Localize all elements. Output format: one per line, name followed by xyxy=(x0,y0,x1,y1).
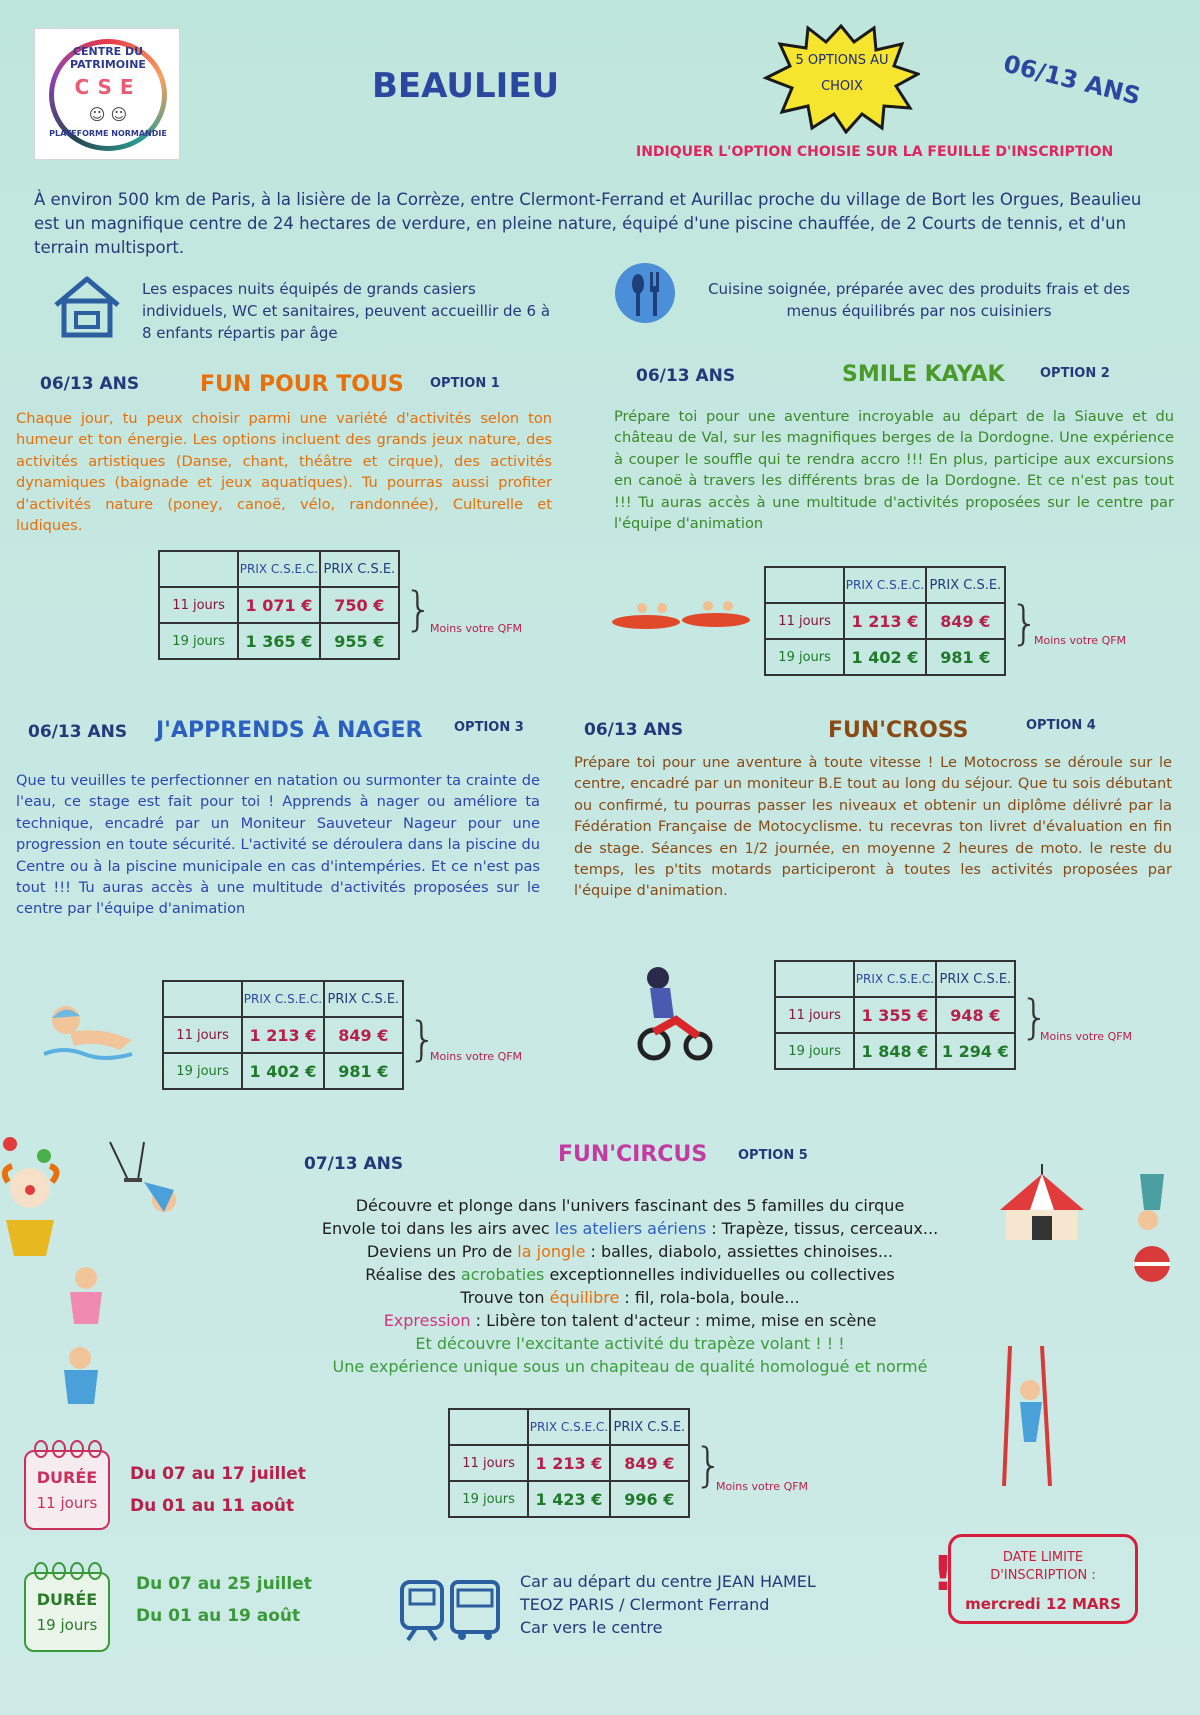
logo-bottom-text: PLATEFORME NORMANDIE xyxy=(49,129,167,138)
brace-icon: } xyxy=(694,1438,724,1492)
price-value: 1 294 € xyxy=(936,1033,1015,1069)
price-value: 981 € xyxy=(324,1053,403,1089)
exclamation-icon: ! xyxy=(932,1546,954,1602)
trapeze-girl-icon xyxy=(104,1140,194,1224)
motocross-icon xyxy=(636,966,716,1062)
brace-icon: } xyxy=(404,582,434,636)
duration-19-calendar-icon xyxy=(24,1572,110,1652)
cutlery-icon xyxy=(614,262,676,324)
options-badge: 5 OPTIONS AU CHOIX xyxy=(795,53,889,94)
circus-line-2: Envole toi dans les airs avec les ateliers aériens : Trapèze, tissus, cerceaux... xyxy=(321,1219,939,1238)
brace-icon: } xyxy=(1010,596,1040,650)
csec-header: PRIX C.S.E.C. xyxy=(854,961,935,997)
duration-11-calendar-icon xyxy=(24,1450,110,1530)
cse-header: PRIX C.S.E. xyxy=(610,1409,689,1445)
option5-label: OPTION 5 xyxy=(738,1148,808,1163)
lodging-text: Les espaces nuits équipés de grands casiers individuels, WC et sanitaires, peuvent accueillir de 6 à 8 enfants répartis par âge xyxy=(142,280,551,342)
house-icon xyxy=(52,275,122,339)
swimmer-icon xyxy=(40,996,136,1066)
instruction-text: INDIQUER L'OPTION CHOISIE SUR LA FEUILLE D'INSCRIPTION xyxy=(636,144,1114,160)
option3-label: OPTION 3 xyxy=(454,720,524,735)
aerial-silk-icon xyxy=(990,1346,1070,1486)
option1-label: OPTION 1 xyxy=(430,376,500,391)
dates-19-august: Du 01 au 19 août xyxy=(136,1606,301,1626)
kayak-icon xyxy=(612,596,752,636)
price-value: 1 213 € xyxy=(528,1445,609,1481)
option2-price-table xyxy=(764,566,1006,676)
row-19-jours: 19 jours xyxy=(449,1481,528,1517)
qfm-note: Moins votre QFM xyxy=(1040,1030,1133,1043)
acrobats-icon xyxy=(40,1264,128,1414)
row-11-jours: 11 jours xyxy=(449,1445,528,1481)
cse-header: PRIX C.S.E. xyxy=(926,567,1005,603)
qfm-note: Moins votre QFM xyxy=(716,1480,809,1493)
brace-icon: } xyxy=(408,1012,438,1066)
option5-title: FUN'CIRCUS xyxy=(558,1142,708,1167)
csec-header: PRIX C.S.E.C. xyxy=(528,1409,609,1445)
row-19-jours: 19 jours xyxy=(159,623,238,659)
price-value: 1 213 € xyxy=(844,603,925,639)
circus-line-6: Expression : Libère ton talent d'acteur : mime, mise en scène xyxy=(383,1311,877,1330)
dates-11-august: Du 01 au 11 août xyxy=(130,1496,295,1516)
option2-title: SMILE KAYAK xyxy=(842,362,1005,387)
price-value: 996 € xyxy=(610,1481,689,1517)
qfm-note: Moins votre QFM xyxy=(430,622,523,635)
option1-description: Chaque jour, tu peux choisir parmi une variété d'activités selon ton humeur et ton énergie. Les options incluent des grands jeux nature, des activités artistiques (Danse, chant, théâtre et cirque), des activités dynamiques (baignade et jeux aquatiques). Tu pourras aussi profiter d'activités nature (poney, canoë, vélo, randonnée), Culturelle et ludiques. xyxy=(16,410,552,535)
duration-11-days: 11 jours xyxy=(36,1494,98,1512)
price-value: 1 402 € xyxy=(844,639,925,675)
price-value: 981 € xyxy=(926,639,1005,675)
page-title: BEAULIEU xyxy=(372,66,560,106)
age-range-header: 06/13 ANS xyxy=(1000,49,1144,111)
acrobat-ball-icon xyxy=(1120,1164,1184,1284)
circus-line-1: Découvre et plonge dans l'univers fascinant des 5 familles du cirque xyxy=(355,1196,905,1215)
option1-age: 06/13 ANS xyxy=(40,374,140,394)
circus-line-5: Trouve ton équilibre : fil, rola-bola, boule... xyxy=(460,1288,800,1307)
circus-tent-icon xyxy=(994,1164,1090,1244)
clown-icon xyxy=(0,1130,70,1256)
option4-label: OPTION 4 xyxy=(1026,718,1096,733)
food-text: Cuisine soignée, préparée avec des produits frais et des menus équilibrés par nos cuisiniers xyxy=(708,280,1130,320)
cse-header: PRIX C.S.E. xyxy=(320,551,399,587)
price-value: 1 213 € xyxy=(242,1017,323,1053)
option2-age: 06/13 ANS xyxy=(636,366,736,386)
train-bus-icon xyxy=(398,1578,502,1642)
price-value: 955 € xyxy=(320,623,399,659)
option3-title: J'APPRENDS À NAGER xyxy=(156,718,423,743)
option3-description: Que tu veuilles te perfectionner en natation ou surmonter ta crainte de l'eau, ce stage est fait pour toi ! Apprends à nager ou améliore ta technique, encadré par un Moniteur Sauveteur Nageur pour une progression en toute sécurité. L'activité se déroulera dans la piscine du Centre ou à la piscine municipale en cas d'intempéries. Et ce n'est pas tout !!! Tu auras accès à une multitude d'activités proposées sur le centre par l'équipe d'animation xyxy=(16,772,540,918)
option3-price-table xyxy=(162,980,404,1090)
cse-logo xyxy=(34,28,180,160)
option4-title: FUN'CROSS xyxy=(828,718,969,743)
circus-description xyxy=(180,1194,1080,1378)
option5-price-table xyxy=(448,1408,690,1518)
circus-line-8: Une expérience unique sous un chapiteau de qualité homologué et normé xyxy=(332,1357,928,1376)
row-11-jours: 11 jours xyxy=(765,603,844,639)
row-19-jours: 19 jours xyxy=(163,1053,242,1089)
option4-age: 06/13 ANS xyxy=(584,720,684,740)
option5-age: 07/13 ANS xyxy=(304,1154,404,1174)
duration-label: DURÉE xyxy=(36,1468,98,1487)
price-value: 1 071 € xyxy=(238,587,319,623)
option2-description: Prépare toi pour une aventure incroyable au départ de la Siauve et du château de Val, sur les magnifiques berges de la Dordogne. Une expérience à couper le souffle qui te rendra accro !!! En plus, participe aux excursions en canoë à travers les différents bras de la Dordogne. Et ce n'est pas tout !!! Tu auras accès à une multitude d'activités proposées sur le centre par l'équipe d'animation xyxy=(614,408,1174,533)
transport-line-1: Car au départ du centre JEAN HAMEL xyxy=(520,1572,816,1591)
logo-top-text: CENTRE DU PATRIMOINE xyxy=(70,45,146,71)
cse-header: PRIX C.S.E. xyxy=(936,961,1015,997)
price-value: 849 € xyxy=(324,1017,403,1053)
row-19-jours: 19 jours xyxy=(775,1033,854,1069)
logo-cse-text: CSE xyxy=(74,75,142,99)
price-value: 1 355 € xyxy=(854,997,935,1033)
option1-price-table xyxy=(158,550,400,660)
brace-icon: } xyxy=(1020,990,1050,1044)
duration-19-days: 19 jours xyxy=(36,1616,98,1634)
qfm-note: Moins votre QFM xyxy=(430,1050,523,1063)
cse-header: PRIX C.S.E. xyxy=(324,981,403,1017)
logo-mascots-icon: ☺ ☺ xyxy=(88,105,128,124)
dates-11-july: Du 07 au 17 juillet xyxy=(130,1464,306,1484)
qfm-note: Moins votre QFM xyxy=(1034,634,1127,647)
price-value: 1 848 € xyxy=(854,1033,935,1069)
price-value: 849 € xyxy=(926,603,1005,639)
price-value: 1 365 € xyxy=(238,623,319,659)
dates-11-days xyxy=(130,1458,306,1522)
option4-description: Prépare toi pour une aventure à toute vitesse ! Le Motocross se déroule sur le centre, encadré par un moniteur B.E tout au long du séjour. Que tu sois débutant ou confirmé, tu pourras passer les niveaux et obtenir un diplôme délivré par la Fédération Française de Motocyclisme. tu recevras ton livret d'évaluation en fin de stage. Séances en 1/2 journée, en moyenne 2 heures de moto. le reste du temps, les p'tits motards participeront à toutes les activités proposées par l'équipe d'animation. xyxy=(574,754,1172,900)
deadline-label: DATE LIMITE D'INSCRIPTION : xyxy=(990,1550,1096,1583)
circus-line-4: Réalise des acrobaties exceptionnelles individuelles ou collectives xyxy=(365,1265,895,1284)
row-19-jours: 19 jours xyxy=(765,639,844,675)
dates-19-july: Du 07 au 25 juillet xyxy=(136,1574,312,1594)
csec-header: PRIX C.S.E.C. xyxy=(844,567,925,603)
price-value: 750 € xyxy=(320,587,399,623)
price-value: 849 € xyxy=(610,1445,689,1481)
transport-line-3: Car vers le centre xyxy=(520,1618,663,1637)
duration-label: DURÉE xyxy=(36,1590,98,1609)
row-11-jours: 11 jours xyxy=(159,587,238,623)
intro-paragraph: À environ 500 km de Paris, à la lisière de la Corrèze, entre Clermont-Ferrand et Aurillac proche du village de Bort les Orgues, Beaulieu est un magnifique centre de 24 hectares de verdure, en pleine nature, équipé d'une piscine chauffée, de 2 Courts de tennis, et d'un terrain multisport. xyxy=(34,190,1142,257)
transport-line-2: TEOZ PARIS / Clermont Ferrand xyxy=(520,1595,770,1614)
row-11-jours: 11 jours xyxy=(775,997,854,1033)
transport-info xyxy=(520,1570,816,1639)
deadline-date: mercredi 12 MARS xyxy=(965,1595,1121,1613)
option2-label: OPTION 2 xyxy=(1040,366,1110,381)
circus-line-3: Deviens un Pro de la jongle : balles, diabolo, assiettes chinoises... xyxy=(366,1242,894,1261)
price-value: 1 423 € xyxy=(528,1481,609,1517)
deadline-box xyxy=(948,1534,1138,1624)
row-11-jours: 11 jours xyxy=(163,1017,242,1053)
circus-line-7: Et découvre l'excitante activité du trapèze volant ! ! ! xyxy=(415,1334,845,1353)
option4-price-table xyxy=(774,960,1016,1070)
price-value: 1 402 € xyxy=(242,1053,323,1089)
csec-header: PRIX C.S.E.C. xyxy=(242,981,323,1017)
price-value: 948 € xyxy=(936,997,1015,1033)
option3-age: 06/13 ANS xyxy=(28,722,128,742)
csec-header: PRIX C.S.E.C. xyxy=(238,551,319,587)
option1-title: FUN POUR TOUS xyxy=(200,372,404,397)
dates-19-days xyxy=(136,1568,312,1632)
